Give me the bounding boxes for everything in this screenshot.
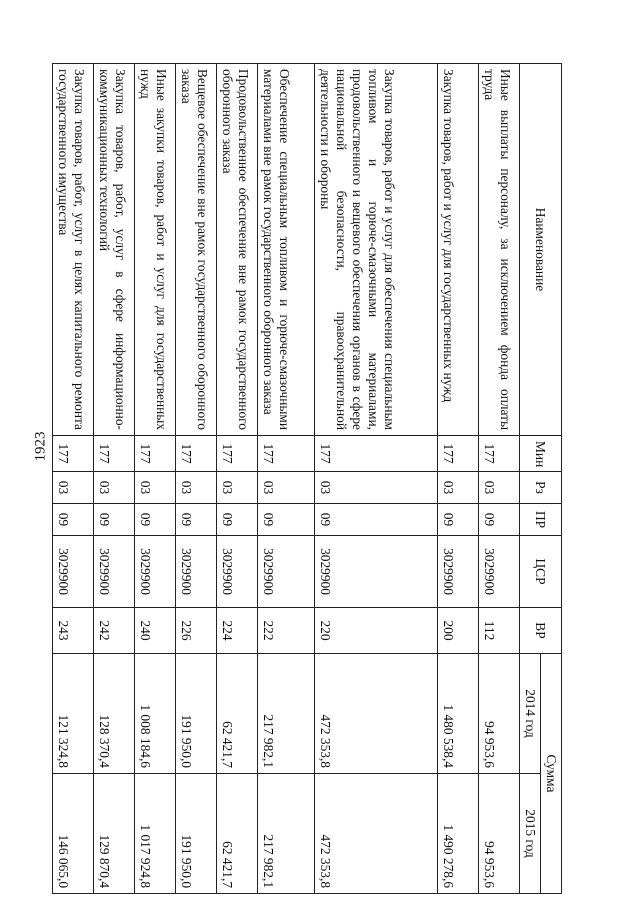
row-rz: 03 xyxy=(94,472,135,504)
row-csr: 3029900 xyxy=(53,536,94,608)
row-min: 177 xyxy=(53,436,94,472)
row-csr: 3029900 xyxy=(94,536,135,608)
row-pr: 09 xyxy=(176,504,217,536)
header-rz: Рз xyxy=(520,472,562,504)
row-pr: 09 xyxy=(315,504,438,536)
row-sum-2015: 1 490 278,6 xyxy=(438,774,479,894)
row-sum-2015: 191 950,0 xyxy=(176,774,217,894)
row-sum-2014: 94 953,6 xyxy=(479,654,520,774)
row-rz: 03 xyxy=(135,472,176,504)
row-vr: 200 xyxy=(438,608,479,654)
row-vr: 243 xyxy=(53,608,94,654)
row-vr: 242 xyxy=(94,608,135,654)
row-csr: 3029900 xyxy=(258,536,315,608)
row-name: Обеспечение специальным топливом и горюче-смазочными материалами вне рамок государственного оборонного заказа xyxy=(258,64,315,436)
row-csr: 3029900 xyxy=(135,536,176,608)
row-rz: 03 xyxy=(479,472,520,504)
row-sum-2014: 1 480 538,4 xyxy=(438,654,479,774)
row-pr: 09 xyxy=(438,504,479,536)
row-sum-2014: 62 421,7 xyxy=(217,654,258,774)
row-sum-2014: 191 950,0 xyxy=(176,654,217,774)
row-name: Продовольственное обеспечение вне рамок государственного оборонного заказа xyxy=(217,64,258,436)
table-row xyxy=(217,64,258,894)
row-sum-2015: 217 982,1 xyxy=(258,774,315,894)
row-sum-2014: 1 008 184,6 xyxy=(135,654,176,774)
row-rz: 03 xyxy=(53,472,94,504)
row-sum-2015: 472 353,8 xyxy=(315,774,438,894)
table-row xyxy=(438,64,479,894)
row-sum-2014: 128 370,4 xyxy=(94,654,135,774)
row-name: Иные выплаты персоналу, за исключением фонда оплаты труда xyxy=(479,64,520,436)
table-row xyxy=(176,64,217,894)
row-csr: 3029900 xyxy=(217,536,258,608)
row-rz: 03 xyxy=(438,472,479,504)
row-min: 177 xyxy=(176,436,217,472)
row-rz: 03 xyxy=(315,472,438,504)
row-pr: 09 xyxy=(479,504,520,536)
header-row xyxy=(541,64,562,894)
row-min: 177 xyxy=(94,436,135,472)
header-name: Наименование xyxy=(520,64,562,436)
row-vr: 222 xyxy=(258,608,315,654)
row-name: Закупка товаров, работ и услуг для государственных нужд xyxy=(438,64,479,436)
row-vr: 240 xyxy=(135,608,176,654)
row-name: Закупка товаров, работ, услуг в сфере информационно-коммуникационных технологий xyxy=(94,64,135,436)
row-name: Закупка товаров, работ, услуг в целях капитального ремонта государственного имущества xyxy=(53,64,94,436)
page-number: 1923 xyxy=(32,431,49,462)
row-csr: 3029900 xyxy=(479,536,520,608)
budget-table-page xyxy=(56,63,562,893)
header-csr: ЦСР xyxy=(520,536,562,608)
row-csr: 3029900 xyxy=(176,536,217,608)
row-min: 177 xyxy=(258,436,315,472)
row-pr: 09 xyxy=(135,504,176,536)
row-vr: 226 xyxy=(176,608,217,654)
row-name: Иные закупки товаров, работ и услуг для государственных нужд xyxy=(135,64,176,436)
header-2014: 2014 год xyxy=(520,654,541,774)
header-pr: ПР xyxy=(520,504,562,536)
row-name: Вещевое обеспечение вне рамок государственного оборонного заказа xyxy=(176,64,217,436)
row-sum-2014: 217 982,1 xyxy=(258,654,315,774)
row-pr: 09 xyxy=(94,504,135,536)
header-2015: 2015 год xyxy=(520,774,541,894)
header-min: Мин xyxy=(520,436,562,472)
row-pr: 09 xyxy=(258,504,315,536)
table-row xyxy=(135,64,176,894)
table-row xyxy=(94,64,135,894)
row-sum-2015: 94 953,6 xyxy=(479,774,520,894)
row-rz: 03 xyxy=(217,472,258,504)
row-sum-2014: 121 324,8 xyxy=(53,654,94,774)
header-vr: ВР xyxy=(520,608,562,654)
row-sum-2015: 62 421,7 xyxy=(217,774,258,894)
row-vr: 112 xyxy=(479,608,520,654)
row-min: 177 xyxy=(217,436,258,472)
row-sum-2014: 472 353,8 xyxy=(315,654,438,774)
row-pr: 09 xyxy=(53,504,94,536)
row-min: 177 xyxy=(438,436,479,472)
table-row xyxy=(315,64,438,894)
row-sum-2015: 129 870,4 xyxy=(94,774,135,894)
table-row xyxy=(53,64,94,894)
row-sum-2015: 1 017 924,8 xyxy=(135,774,176,894)
row-csr: 3029900 xyxy=(438,536,479,608)
row-sum-2015: 146 065,0 xyxy=(53,774,94,894)
table-row xyxy=(258,64,315,894)
header-sum: Сумма xyxy=(541,654,562,894)
row-vr: 220 xyxy=(315,608,438,654)
row-csr: 3029900 xyxy=(315,536,438,608)
budget-table xyxy=(52,63,562,894)
row-name: Закупка товаров, работ и услуг для обеспечения специальным топливом и горюче-смазочными материалами, продовольственного и вещевого обеспечения органов в сфере национальной безопасности, правоохранительной деятельности и обороны xyxy=(315,64,438,436)
row-min: 177 xyxy=(315,436,438,472)
row-min: 177 xyxy=(135,436,176,472)
row-rz: 03 xyxy=(176,472,217,504)
row-pr: 09 xyxy=(217,504,258,536)
row-vr: 224 xyxy=(217,608,258,654)
table-row xyxy=(479,64,520,894)
row-rz: 03 xyxy=(258,472,315,504)
row-min: 177 xyxy=(479,436,520,472)
